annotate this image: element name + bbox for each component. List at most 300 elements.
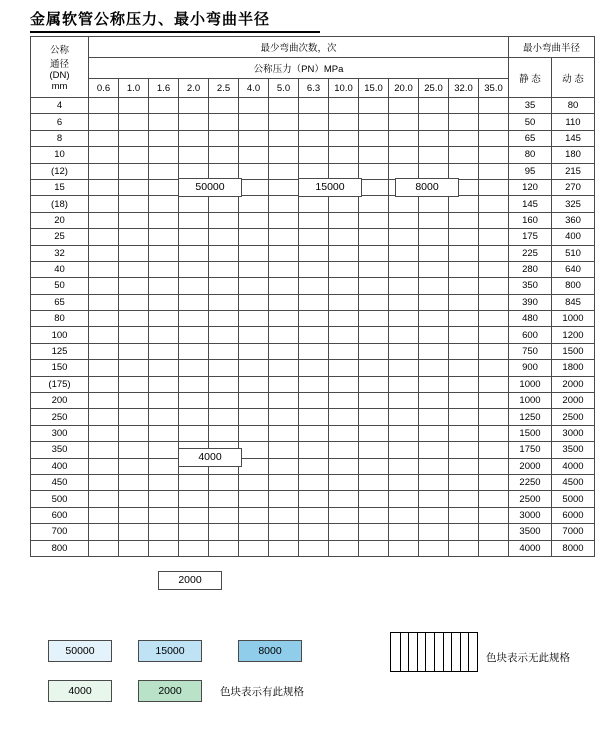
spec-cell — [299, 229, 329, 245]
dn-cell: 50 — [31, 278, 89, 294]
spec-cell — [479, 229, 509, 245]
spec-cell — [479, 98, 509, 114]
spec-cell — [359, 196, 389, 212]
spec-cell — [239, 196, 269, 212]
spec-cell — [239, 524, 269, 540]
spec-cell — [269, 360, 299, 376]
spec-cell — [389, 491, 419, 507]
spec-cell — [419, 261, 449, 277]
spec-cell — [389, 98, 419, 114]
spec-cell — [329, 409, 359, 425]
spec-cell — [239, 425, 269, 441]
spec-cell — [329, 130, 359, 146]
spec-cell — [419, 311, 449, 327]
spec-cell — [329, 425, 359, 441]
no-spec-stripe — [451, 633, 452, 671]
spec-cell — [359, 524, 389, 540]
dn-cell: 15 — [31, 179, 89, 195]
spec-cell — [149, 442, 179, 458]
callout-8000: 8000 — [395, 178, 459, 197]
spec-cell — [479, 425, 509, 441]
pn-value-header: 25.0 — [419, 79, 449, 98]
spec-cell — [149, 114, 179, 130]
spec-cell — [119, 98, 149, 114]
spec-cell — [389, 327, 419, 343]
spec-cell — [419, 130, 449, 146]
dn-cell: (12) — [31, 163, 89, 179]
spec-cell — [89, 507, 119, 523]
spec-cell — [89, 491, 119, 507]
dynamic-radius-cell: 2000 — [552, 376, 595, 392]
spec-cell — [89, 261, 119, 277]
spec-cell — [149, 491, 179, 507]
table-row — [31, 458, 595, 474]
table-head — [31, 37, 595, 98]
spec-cell — [89, 311, 119, 327]
static-radius-cell: 120 — [509, 179, 552, 195]
spec-cell — [89, 98, 119, 114]
spec-cell — [239, 229, 269, 245]
dn-cell: 80 — [31, 311, 89, 327]
spec-cell — [359, 98, 389, 114]
spec-cell — [269, 376, 299, 392]
spec-cell — [149, 245, 179, 261]
spec-cell — [149, 540, 179, 556]
spec-cell — [179, 524, 209, 540]
spec-cell — [269, 179, 299, 195]
table-row — [31, 327, 595, 343]
spec-cell — [119, 212, 149, 228]
spec-cell — [299, 540, 329, 556]
spec-cell — [209, 229, 239, 245]
spec-cell — [479, 491, 509, 507]
spec-cell — [329, 524, 359, 540]
callout-4000: 4000 — [178, 448, 242, 467]
spec-cell — [239, 179, 269, 195]
spec-cell — [419, 294, 449, 310]
table-row — [31, 147, 595, 163]
table-row — [31, 393, 595, 409]
static-radius-cell: 95 — [509, 163, 552, 179]
spec-cell — [239, 491, 269, 507]
spec-cell — [119, 491, 149, 507]
spec-cell — [149, 393, 179, 409]
spec-cell — [479, 163, 509, 179]
spec-cell — [359, 114, 389, 130]
spec-cell — [179, 360, 209, 376]
spec-cell — [329, 491, 359, 507]
spec-cell — [89, 524, 119, 540]
spec-cell — [269, 114, 299, 130]
static-radius-cell: 2500 — [509, 491, 552, 507]
spec-cell — [239, 163, 269, 179]
spec-cell — [449, 130, 479, 146]
legend-swatch-2000: 2000 — [138, 680, 202, 702]
spec-cell — [149, 212, 179, 228]
spec-cell — [89, 425, 119, 441]
spec-cell — [119, 474, 149, 490]
bend-count-header: 最少弯曲次数，次 — [89, 37, 509, 58]
table-row — [31, 163, 595, 179]
legend-swatch-50000: 50000 — [48, 640, 112, 662]
spec-cell — [149, 507, 179, 523]
spec-cell — [89, 229, 119, 245]
spec-cell — [299, 343, 329, 359]
spec-cell — [179, 327, 209, 343]
spec-cell — [179, 507, 209, 523]
dynamic-radius-cell: 4000 — [552, 458, 595, 474]
spec-cell — [449, 294, 479, 310]
spec-cell — [419, 98, 449, 114]
spec-cell — [449, 196, 479, 212]
spec-cell — [389, 245, 419, 261]
dynamic-radius-cell: 400 — [552, 229, 595, 245]
spec-cell — [269, 130, 299, 146]
spec-cell — [209, 474, 239, 490]
spec-cell — [359, 343, 389, 359]
spec-cell — [329, 376, 359, 392]
spec-cell — [389, 229, 419, 245]
spec-cell — [119, 311, 149, 327]
spec-cell — [449, 540, 479, 556]
spec-cell — [239, 147, 269, 163]
spec-cell — [239, 261, 269, 277]
dn-cell: 350 — [31, 442, 89, 458]
spec-cell — [449, 409, 479, 425]
spec-cell — [299, 360, 329, 376]
spec-cell — [479, 245, 509, 261]
dn-cell: 20 — [31, 212, 89, 228]
spec-cell — [149, 294, 179, 310]
spec-cell — [329, 229, 359, 245]
pn-value-header: 1.0 — [119, 79, 149, 98]
spec-cell — [269, 524, 299, 540]
dn-cell: (175) — [31, 376, 89, 392]
spec-cell — [419, 229, 449, 245]
spec-cell — [89, 147, 119, 163]
no-spec-stripe — [400, 633, 401, 671]
static-radius-cell: 35 — [509, 98, 552, 114]
spec-cell — [479, 294, 509, 310]
spec-cell — [119, 343, 149, 359]
spec-cell — [119, 245, 149, 261]
dynamic-radius-cell: 845 — [552, 294, 595, 310]
spec-cell — [269, 261, 299, 277]
legend-swatch-15000: 15000 — [138, 640, 202, 662]
static-radius-cell: 350 — [509, 278, 552, 294]
spec-cell — [209, 196, 239, 212]
spec-cell — [239, 212, 269, 228]
spec-cell — [299, 491, 329, 507]
dynamic-radius-cell: 1800 — [552, 360, 595, 376]
spec-cell — [89, 130, 119, 146]
legend-swatch-4000: 4000 — [48, 680, 112, 702]
spec-cell — [359, 147, 389, 163]
spec-cell — [89, 278, 119, 294]
dn-cell: 300 — [31, 425, 89, 441]
spec-cell — [209, 278, 239, 294]
spec-cell — [329, 474, 359, 490]
spec-cell — [449, 261, 479, 277]
table-row — [31, 540, 595, 556]
spec-cell — [269, 409, 299, 425]
spec-cell — [419, 196, 449, 212]
spec-cell — [269, 212, 299, 228]
spec-cell — [269, 393, 299, 409]
spec-cell — [209, 147, 239, 163]
static-radius-cell: 1000 — [509, 393, 552, 409]
spec-cell — [119, 196, 149, 212]
spec-cell — [119, 261, 149, 277]
spec-cell — [359, 491, 389, 507]
spec-cell — [299, 524, 329, 540]
static-radius-cell: 3500 — [509, 524, 552, 540]
spec-cell — [419, 491, 449, 507]
dn-cell: (18) — [31, 196, 89, 212]
dynamic-radius-cell: 640 — [552, 261, 595, 277]
table-row — [31, 212, 595, 228]
table-row — [31, 507, 595, 523]
static-radius-cell: 3000 — [509, 507, 552, 523]
spec-cell — [89, 196, 119, 212]
static-radius-cell: 50 — [509, 114, 552, 130]
dynamic-radius-cell: 325 — [552, 196, 595, 212]
static-radius-cell: 1000 — [509, 376, 552, 392]
spec-cell — [389, 507, 419, 523]
no-spec-stripe — [460, 633, 461, 671]
static-radius-cell: 65 — [509, 130, 552, 146]
spec-cell — [389, 311, 419, 327]
dn-cell: 600 — [31, 507, 89, 523]
spec-cell — [359, 163, 389, 179]
dn-cell: 450 — [31, 474, 89, 490]
spec-cell — [149, 425, 179, 441]
spec-cell — [419, 524, 449, 540]
spec-cell — [179, 212, 209, 228]
callout-15000: 15000 — [298, 178, 362, 197]
spec-cell — [299, 130, 329, 146]
spec-cell — [299, 507, 329, 523]
spec-cell — [389, 540, 419, 556]
spec-cell — [359, 458, 389, 474]
table-row — [31, 229, 595, 245]
spec-cell — [419, 474, 449, 490]
spec-cell — [269, 147, 299, 163]
static-radius-cell: 480 — [509, 311, 552, 327]
spec-cell — [299, 425, 329, 441]
spec-cell — [359, 327, 389, 343]
spec-cell — [419, 163, 449, 179]
spec-cell — [359, 409, 389, 425]
spec-cell — [209, 311, 239, 327]
table-row — [31, 130, 595, 146]
spec-cell — [479, 524, 509, 540]
spec-cell — [89, 474, 119, 490]
spec-cell — [389, 130, 419, 146]
pn-value-header: 35.0 — [479, 79, 509, 98]
no-spec-swatch — [390, 632, 478, 672]
spec-cell — [179, 130, 209, 146]
spec-cell — [209, 409, 239, 425]
spec-cell — [239, 130, 269, 146]
static-radius-cell: 900 — [509, 360, 552, 376]
spec-cell — [119, 360, 149, 376]
dn-cell: 4 — [31, 98, 89, 114]
spec-cell — [269, 163, 299, 179]
spec-cell — [269, 98, 299, 114]
spec-cell — [179, 311, 209, 327]
spec-cell — [119, 147, 149, 163]
table-row — [31, 425, 595, 441]
table-row — [31, 474, 595, 490]
spec-cell — [299, 212, 329, 228]
spec-cell — [179, 114, 209, 130]
dynamic-radius-cell: 7000 — [552, 524, 595, 540]
spec-cell — [449, 212, 479, 228]
spec-cell — [269, 294, 299, 310]
spec-cell — [299, 458, 329, 474]
spec-cell — [449, 376, 479, 392]
spec-cell — [479, 540, 509, 556]
spec-cell — [389, 147, 419, 163]
spec-cell — [449, 327, 479, 343]
dn-header-line-4: mm — [51, 81, 68, 92]
spec-cell — [419, 393, 449, 409]
spec-cell — [479, 409, 509, 425]
no-spec-stripe — [408, 633, 409, 671]
table-row — [31, 376, 595, 392]
spec-cell — [419, 507, 449, 523]
spec-cell — [449, 229, 479, 245]
no-spec-stripe — [443, 633, 444, 671]
spec-cell — [149, 458, 179, 474]
spec-cell — [239, 311, 269, 327]
static-radius-cell: 2250 — [509, 474, 552, 490]
spec-cell — [179, 491, 209, 507]
spec-cell — [359, 245, 389, 261]
spec-cell — [209, 294, 239, 310]
spec-cell — [239, 458, 269, 474]
dynamic-radius-cell: 1000 — [552, 311, 595, 327]
spec-cell — [89, 114, 119, 130]
pn-value-header: 20.0 — [389, 79, 419, 98]
spec-cell — [389, 393, 419, 409]
dn-cell: 6 — [31, 114, 89, 130]
spec-cell — [89, 327, 119, 343]
bend-radius-header: 最小弯曲半径 — [509, 37, 595, 58]
dn-cell: 10 — [31, 147, 89, 163]
dynamic-radius-cell: 145 — [552, 130, 595, 146]
spec-cell — [89, 458, 119, 474]
spec-cell — [479, 360, 509, 376]
spec-cell — [209, 98, 239, 114]
static-radius-cell: 2000 — [509, 458, 552, 474]
spec-cell — [389, 442, 419, 458]
spec-cell — [329, 245, 359, 261]
spec-cell — [419, 114, 449, 130]
spec-cell — [239, 474, 269, 490]
spec-cell — [149, 524, 179, 540]
spec-cell — [359, 540, 389, 556]
spec-cell — [329, 507, 359, 523]
spec-cell — [449, 343, 479, 359]
spec-cell — [179, 425, 209, 441]
pn-value-header: 0.6 — [89, 79, 119, 98]
legend-no-spec-note: 色块表示无此规格 — [486, 652, 570, 664]
dynamic-radius-cell: 110 — [552, 114, 595, 130]
spec-cell — [299, 245, 329, 261]
dynamic-radius-cell: 215 — [552, 163, 595, 179]
table-row — [31, 278, 595, 294]
spec-cell — [179, 245, 209, 261]
spec-cell — [449, 311, 479, 327]
spec-cell — [89, 179, 119, 195]
spec-cell — [209, 212, 239, 228]
spec-cell — [329, 294, 359, 310]
spec-cell — [239, 278, 269, 294]
spec-cell — [149, 98, 179, 114]
pn-value-header: 15.0 — [359, 79, 389, 98]
spec-cell — [359, 212, 389, 228]
spec-cell — [209, 327, 239, 343]
spec-cell — [89, 163, 119, 179]
spec-table — [30, 36, 595, 557]
page-title: 金属软管公称压力、最小弯曲半径 — [30, 12, 271, 28]
spec-cell — [179, 98, 209, 114]
spec-cell — [479, 458, 509, 474]
spec-cell — [479, 393, 509, 409]
spec-cell — [149, 360, 179, 376]
spec-cell — [419, 540, 449, 556]
dn-cell: 25 — [31, 229, 89, 245]
spec-cell — [269, 327, 299, 343]
dn-header-line-1: 公称 — [49, 45, 69, 56]
dynamic-radius-cell: 8000 — [552, 540, 595, 556]
spec-cell — [269, 245, 299, 261]
table-row — [31, 311, 595, 327]
dn-header — [31, 37, 89, 98]
dn-cell: 400 — [31, 458, 89, 474]
spec-cell — [389, 409, 419, 425]
spec-cell — [449, 474, 479, 490]
spec-cell — [179, 147, 209, 163]
spec-cell — [449, 491, 479, 507]
spec-cell — [389, 343, 419, 359]
spec-cell — [299, 98, 329, 114]
spec-cell — [299, 147, 329, 163]
spec-cell — [269, 458, 299, 474]
spec-cell — [179, 409, 209, 425]
spec-cell — [389, 196, 419, 212]
spec-cell — [389, 212, 419, 228]
spec-cell — [389, 360, 419, 376]
dynamic-header: 动 态 — [552, 58, 595, 98]
spec-cell — [89, 409, 119, 425]
spec-cell — [299, 278, 329, 294]
header-row-2 — [31, 58, 595, 79]
spec-cell — [359, 294, 389, 310]
spec-cell — [179, 163, 209, 179]
spec-cell — [389, 278, 419, 294]
static-radius-cell: 80 — [509, 147, 552, 163]
spec-cell — [419, 442, 449, 458]
spec-cell — [359, 507, 389, 523]
spec-cell — [389, 425, 419, 441]
spec-cell — [89, 245, 119, 261]
spec-cell — [89, 540, 119, 556]
dynamic-radius-cell: 4500 — [552, 474, 595, 490]
spec-cell — [269, 491, 299, 507]
